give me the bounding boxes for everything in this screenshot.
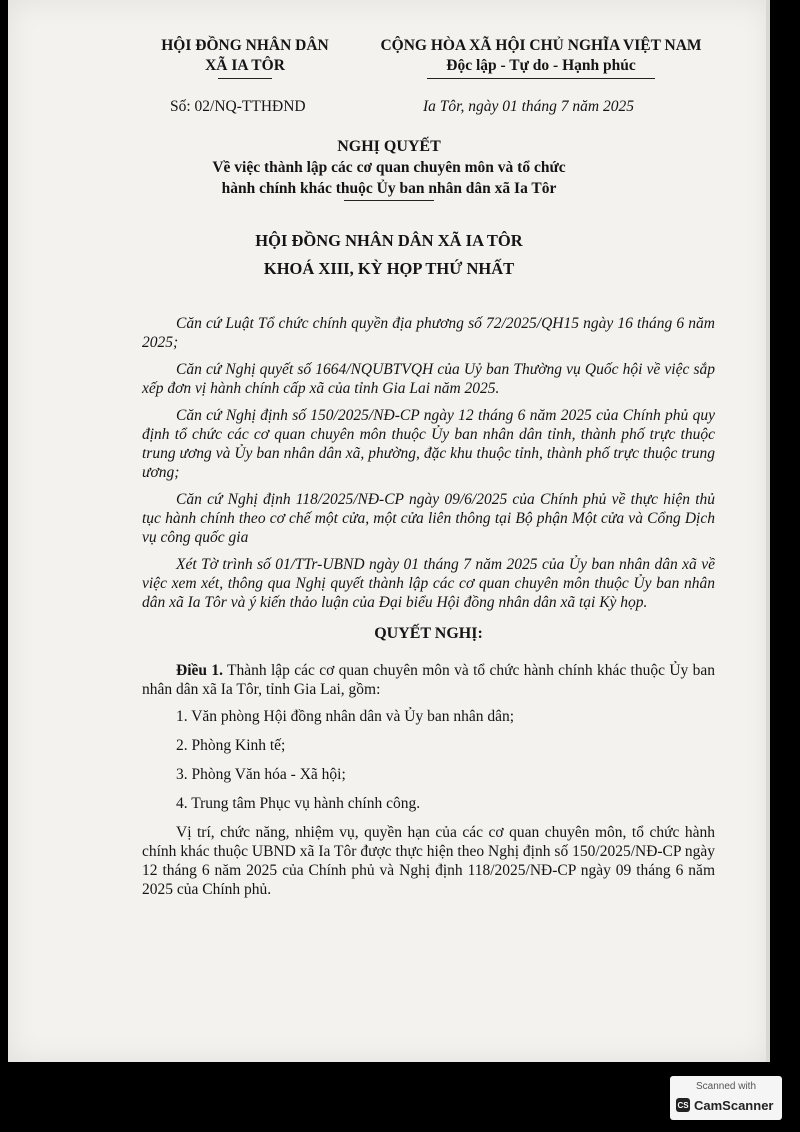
- preamble-item: Căn cứ Luật Tổ chức chính quyền địa phương số 72/2025/QH15 ngày 16 tháng 6 năm 2025;: [142, 315, 715, 351]
- camscanner-brand: [676, 1096, 773, 1114]
- national-motto: [366, 36, 716, 79]
- camscanner-logo-icon: CS: [676, 1098, 690, 1112]
- document-type: NGHỊ QUYẾT: [337, 138, 441, 155]
- preamble-item: Căn cứ Nghị quyết số 1664/NQUBTVQH của Uỷ ban Thường vụ Quốc hội về việc sắp xếp đơn vị hành chính cấp xã của tỉnh Gia Lai năm 2025.: [142, 361, 715, 397]
- authority-underline: [218, 78, 272, 79]
- document-body: [142, 314, 715, 907]
- scanned-with-caption: Scanned with: [695, 1081, 757, 1092]
- council-name: HỘI ĐỒNG NHÂN DÂN XÃ IA TÔR: [255, 231, 523, 250]
- article-1-item: 4. Trung tâm Phục vụ hành chính công.: [176, 795, 421, 812]
- preamble-item: Căn cứ Nghị định số 150/2025/NĐ-CP ngày 12 tháng 6 năm 2025 của Chính phủ quy định tổ chức các cơ quan chuyên môn thuộc Ủy ban nhân dân tỉnh, thành phố trực thuộc trung ương và Ủy ban nhân dân xã, phường, đặc khu thuộc tỉnh, thành phố trực thuộc trung ương;: [142, 407, 715, 481]
- document-number: Số: 02/NQ-TTHĐND: [170, 98, 306, 115]
- authority-line-2: XÃ IA TÔR: [205, 57, 285, 74]
- article-1-item: 3. Phòng Văn hóa - Xã hội;: [176, 766, 346, 783]
- article-1-item: 1. Văn phòng Hội đồng nhân dân và Ủy ban nhân dân;: [176, 708, 515, 725]
- subject-line-1: Về việc thành lập các cơ quan chuyên môn và tổ chức: [212, 159, 566, 176]
- article-1-label: Điều 1.: [176, 662, 223, 679]
- document-date: Ia Tôr, ngày 01 tháng 7 năm 2025: [423, 98, 634, 115]
- article-1-closing: Vị trí, chức năng, nhiệm vụ, quyền hạn của các cơ quan chuyên môn, tổ chức hành chính khác thuộc UBND xã Ia Tôr được thực hiện theo Nghị định số 150/2025/NĐ-CP ngày 12 tháng 6 năm 2025 của Chính phủ và Nghị định 118/2025/NĐ-CP ngày 09 tháng 6 năm 2025 của Chính phủ.: [142, 824, 715, 898]
- council-heading: [8, 227, 770, 283]
- camscanner-name: CamScanner: [694, 1097, 774, 1113]
- issuing-authority: [140, 36, 350, 79]
- title-underline: [344, 200, 434, 201]
- document-title: [8, 136, 770, 201]
- subject-line-2: hành chính khác thuộc Ủy ban nhân dân xã Ia Tôr: [221, 180, 557, 197]
- motto: Độc lập - Tự do - Hạnh phúc: [446, 57, 636, 74]
- nation-name: CỘNG HÒA XÃ HỘI CHỦ NGHĨA VIỆT NAM: [380, 37, 702, 54]
- preamble-item: Căn cứ Nghị định 118/2025/NĐ-CP ngày 09/6/2025 của Chính phủ về thực hiện thủ tục hành chính theo cơ chế một cửa, một cửa liên thông tại Bộ phận Một cửa và Cổng Dịch vụ công quốc gia: [142, 491, 715, 546]
- authority-line-1: HỘI ĐỒNG NHÂN DÂN: [161, 37, 329, 54]
- article-1-item: 2. Phòng Kinh tế;: [176, 737, 286, 754]
- decision-heading: QUYẾT NGHỊ:: [374, 625, 483, 642]
- document-page: [8, 0, 770, 1062]
- article-1: [142, 661, 715, 699]
- motto-underline: [427, 78, 655, 79]
- article-1-text: Thành lập các cơ quan chuyên môn và tổ chức hành chính khác thuộc Ủy ban nhân dân xã Ia Tôr, tỉnh Gia Lai, gồm:: [142, 662, 715, 698]
- council-session: KHOÁ XIII, KỲ HỌP THỨ NHẤT: [263, 259, 515, 278]
- camscanner-watermark: [670, 1076, 782, 1120]
- preamble-item: Xét Tờ trình số 01/TTr-UBND ngày 01 tháng 7 năm 2025 của Ủy ban nhân dân xã về việc xem xét, thông qua Nghị quyết thành lập các cơ quan chuyên môn thuộc Ủy ban nhân dân xã Ia Tôr và ý kiến thảo luận của Đại biểu Hội đồng nhân dân xã tại Kỳ họp.: [142, 556, 715, 611]
